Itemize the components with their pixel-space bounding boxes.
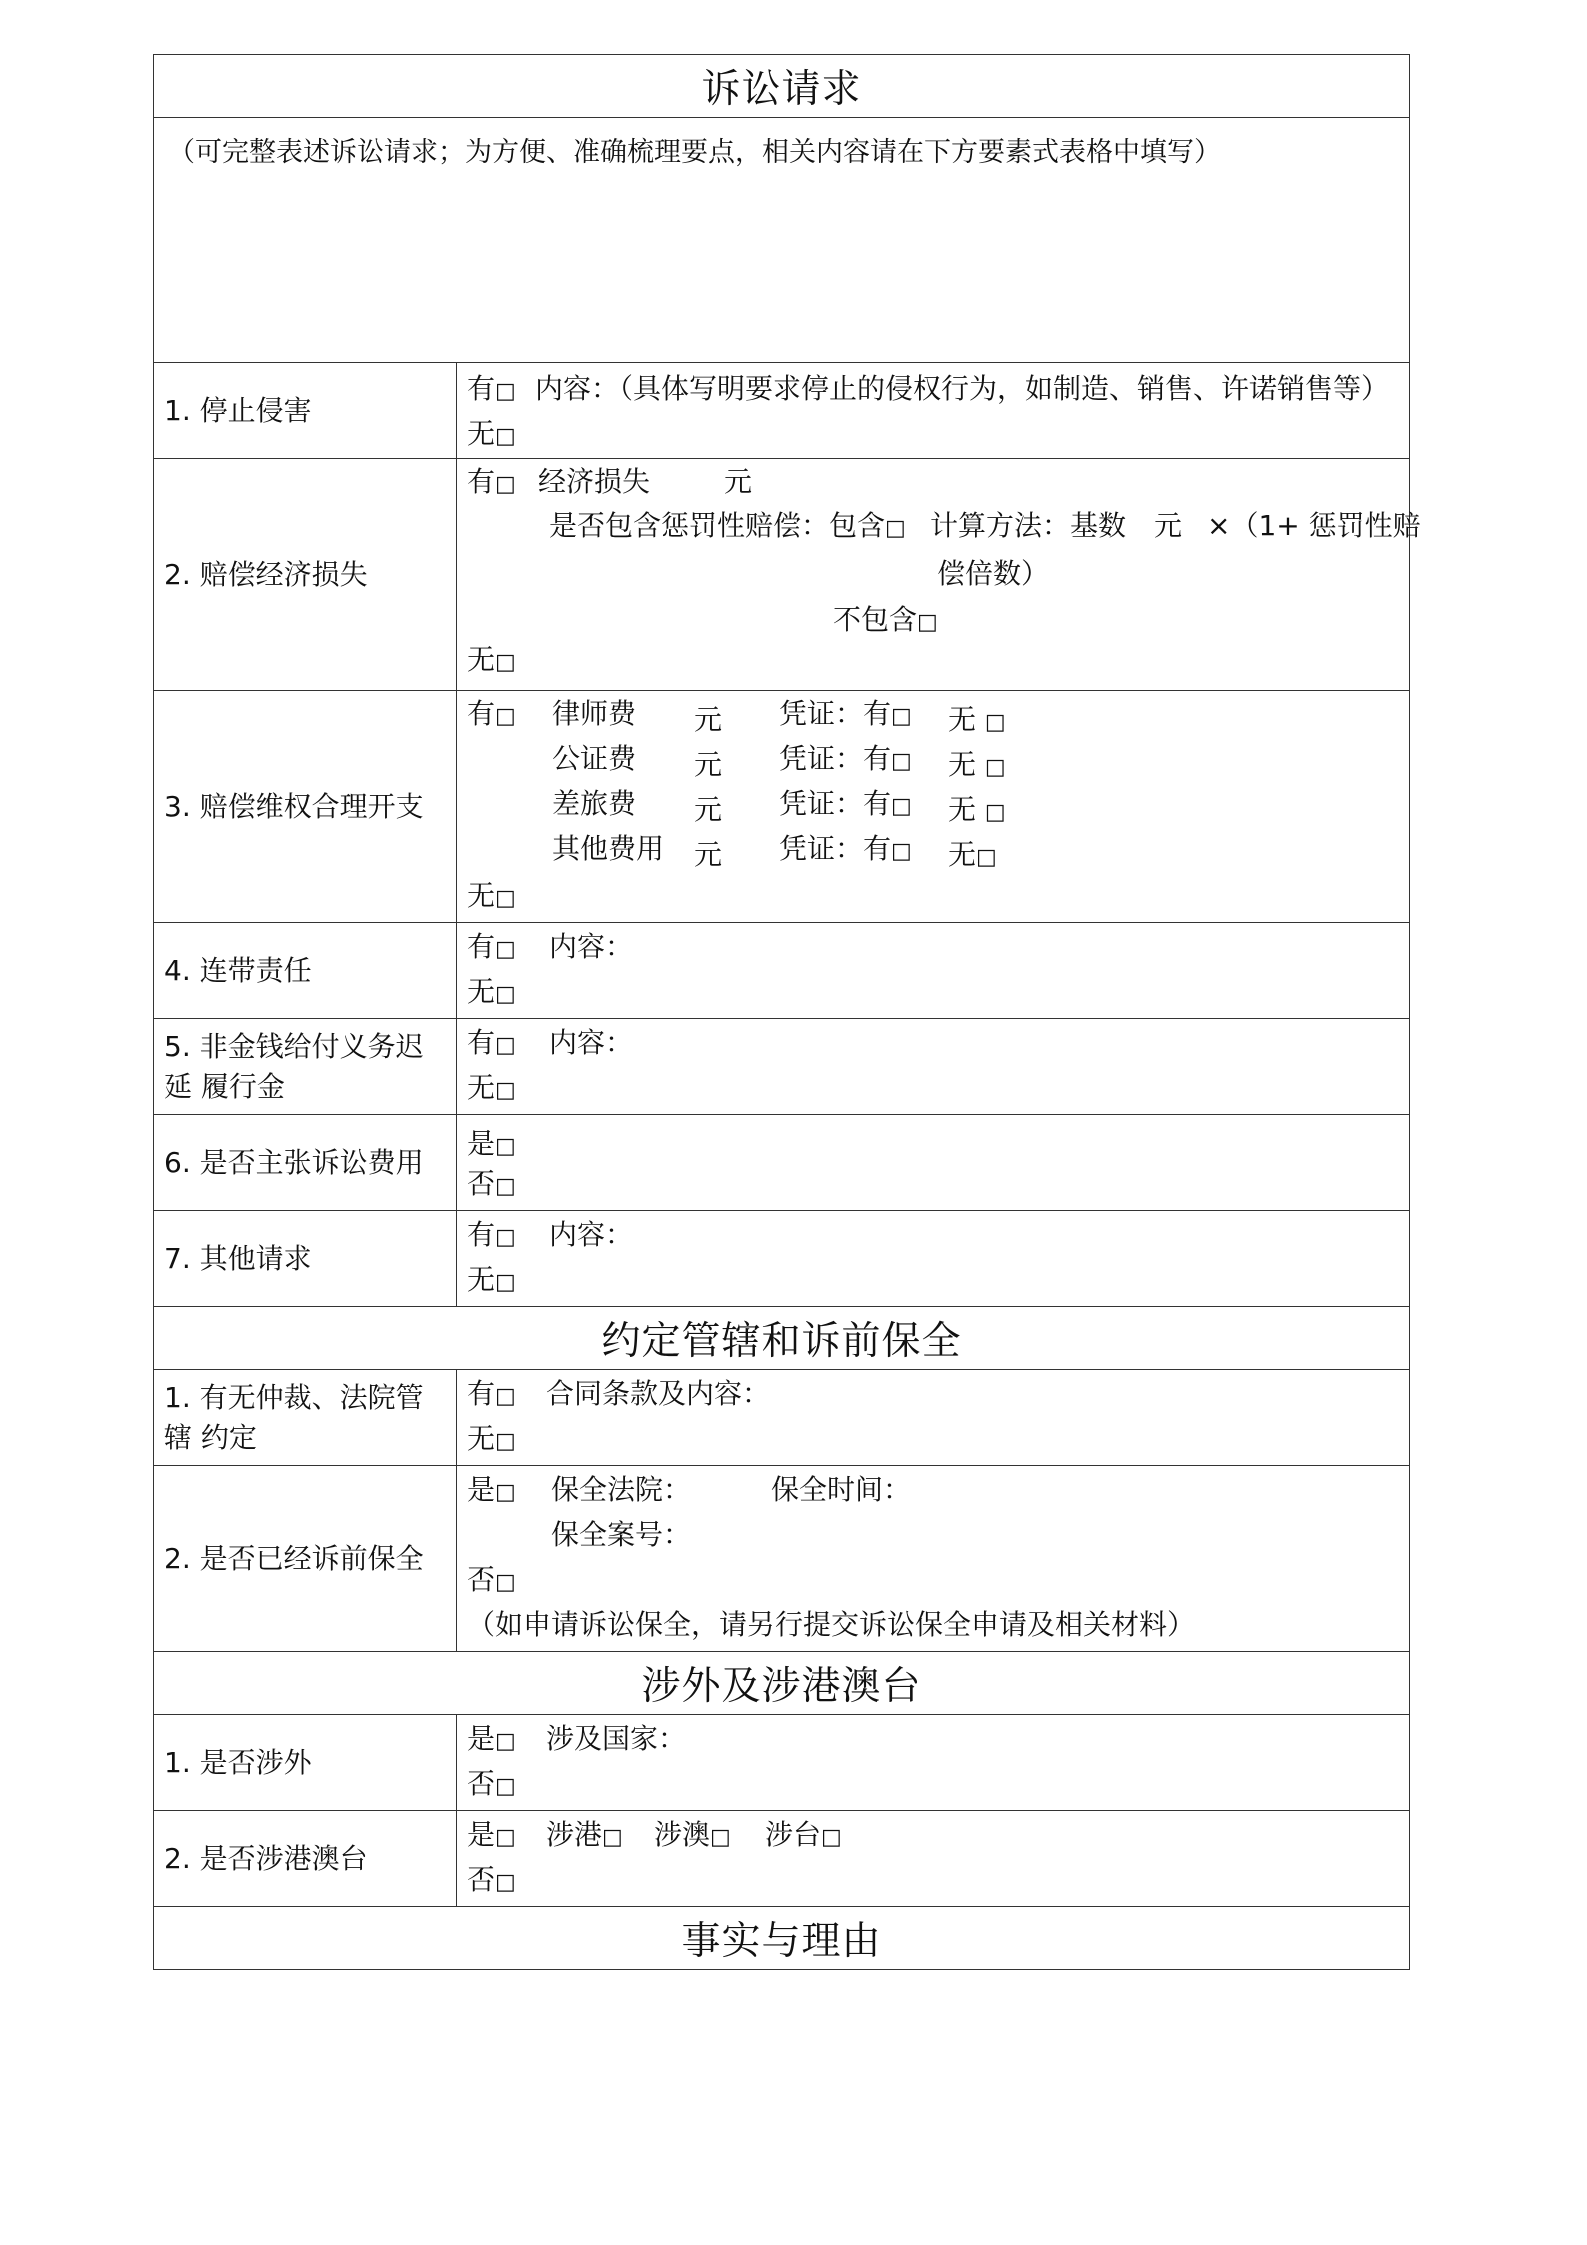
label-arbitration-agreement: 1. 有无仲裁、法院管 辖 约定 (154, 1370, 457, 1466)
checkbox[interactable]: □ (495, 1825, 516, 1850)
label-other-claims: 7. 其他请求 (154, 1211, 457, 1307)
checkbox[interactable]: □ (602, 1825, 623, 1850)
checkbox[interactable]: □ (984, 800, 1006, 825)
checkbox[interactable]: □ (495, 1729, 516, 1754)
checkbox[interactable]: □ (984, 755, 1006, 780)
checkbox[interactable]: □ (495, 379, 516, 404)
cell-joint-liability[interactable]: 有□ 内容： 无□ (457, 923, 1410, 1019)
form-table (153, 54, 1421, 1970)
cell-litigation-costs[interactable]: 是□ 否□ (457, 1115, 1410, 1211)
checkbox[interactable]: □ (976, 845, 997, 870)
checkbox[interactable]: □ (495, 472, 516, 497)
checkbox[interactable]: □ (495, 1033, 516, 1058)
section-title-foreign: 涉外及涉港澳台 (154, 1652, 1410, 1715)
cell-reasonable-expenses[interactable]: 有□ 律师费 元 凭证：有□ 无 □ 公证费 元 凭证：有□ 无 □ 差旅费 元 凭证：有□ 无 □ 其他费用 元 凭证：有□ 无□ 无□ (457, 691, 1410, 923)
checkbox[interactable]: □ (917, 610, 938, 635)
checkbox[interactable]: □ (495, 1078, 516, 1103)
checkbox[interactable]: □ (891, 839, 912, 864)
checkbox[interactable]: □ (495, 1774, 516, 1799)
cell-stop-infringement[interactable]: 有□ 内容：（具体写明要求停止的侵权行为，如制造、销售、许诺销售等） 无□ (457, 363, 1410, 459)
cell-preservation[interactable]: 是□ 保全法院： 保全时间： 保全案号： 否□ （如申请诉讼保全，请另行提交诉讼保全申请及相关材料） (457, 1466, 1410, 1652)
checkbox[interactable]: □ (495, 937, 516, 962)
checkbox[interactable]: □ (891, 704, 912, 729)
checkbox[interactable]: □ (821, 1825, 842, 1850)
cell-foreign[interactable]: 是□ 涉及国家： 否□ (457, 1715, 1410, 1811)
label-delay-payment: 5. 非金钱给付义务迟 延 履行金 (154, 1019, 457, 1115)
checkbox[interactable]: □ (495, 1384, 516, 1409)
cell-hk-macau-taiwan[interactable]: 是□ 涉港□ 涉澳□ 涉台□ 否□ (457, 1811, 1410, 1907)
label-stop-infringement: 1. 停止侵害 (154, 363, 457, 459)
label-reasonable-expenses: 3. 赔偿维权合理开支 (154, 691, 457, 923)
checkbox[interactable]: □ (710, 1825, 731, 1850)
checkbox[interactable]: □ (495, 886, 516, 911)
checkbox[interactable]: □ (495, 650, 516, 675)
label-litigation-costs: 6. 是否主张诉讼费用 (154, 1115, 457, 1211)
cell-arbitration-agreement[interactable]: 有□ 合同条款及内容： 无□ (457, 1370, 1410, 1466)
checkbox[interactable]: □ (885, 516, 906, 541)
checkbox[interactable]: □ (891, 749, 912, 774)
label-economic-loss: 2. 赔偿经济损失 (154, 459, 457, 691)
checkbox[interactable]: □ (495, 982, 516, 1007)
label-joint-liability: 4. 连带责任 (154, 923, 457, 1019)
checkbox[interactable]: □ (495, 1134, 516, 1159)
checkbox[interactable]: □ (891, 794, 912, 819)
checkbox[interactable]: □ (495, 1870, 516, 1895)
checkbox[interactable]: □ (495, 704, 516, 729)
checkbox[interactable]: □ (984, 710, 1006, 735)
checkbox[interactable]: □ (495, 424, 516, 449)
label-hk-macau-taiwan: 2. 是否涉港澳台 (154, 1811, 457, 1907)
section-title-facts: 事实与理由 (154, 1907, 1410, 1970)
cell-economic-loss[interactable]: 有□ 经济损失 元 是否包含惩罚性赔偿：包含□ 计算方法：基数 元 ×（1+ 惩罚性赔 偿倍数） 不包含□ 无□ (457, 459, 1410, 691)
checkbox[interactable]: □ (495, 1480, 516, 1505)
cell-other-claims[interactable]: 有□ 内容： 无□ (457, 1211, 1410, 1307)
checkbox[interactable]: □ (495, 1570, 516, 1595)
label-foreign: 1. 是否涉外 (154, 1715, 457, 1811)
section-title-claims: 诉讼请求 (154, 55, 1410, 118)
claims-note[interactable]: （可完整表述诉讼请求；为方便、准确梳理要点，相关内容请在下方要素式表格中填写） (154, 118, 1410, 363)
label-preservation: 2. 是否已经诉前保全 (154, 1466, 457, 1652)
complaint-form (153, 54, 1421, 1970)
cell-delay-payment[interactable]: 有□ 内容： 无□ (457, 1019, 1410, 1115)
checkbox[interactable]: □ (495, 1270, 516, 1295)
checkbox[interactable]: □ (495, 1225, 516, 1250)
section-title-jurisdiction: 约定管辖和诉前保全 (154, 1307, 1410, 1370)
checkbox[interactable]: □ (495, 1174, 516, 1199)
checkbox[interactable]: □ (495, 1429, 516, 1454)
